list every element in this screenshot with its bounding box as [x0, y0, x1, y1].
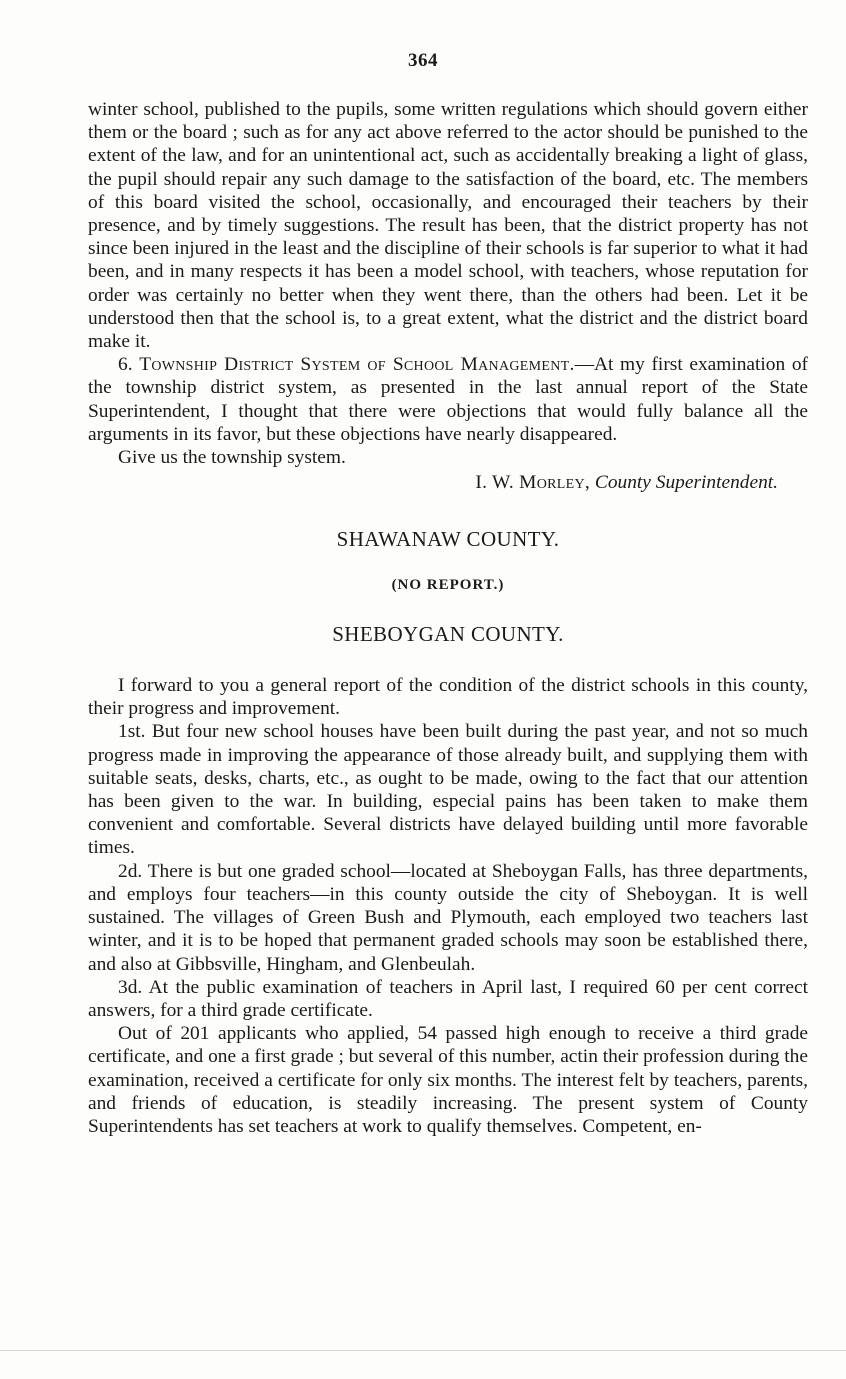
no-report-note: (NO REPORT.)	[391, 576, 505, 593]
section-6-text: —At my first examination of the township district system, as presented in the last annual report of the State Superintendent, I thought that there were objections that would fully balance all the arguments in its favor, but these objections have nearly disappeared.	[88, 354, 808, 445]
sheboygan-intro: I forward to you a general report of the condition of the district schools in this county, their progress and improvement.	[88, 675, 808, 720]
sheboygan-paragraph-1st: 1st. But four new school houses have been built during the past year, and not so much progress made in improving the appearance of those already built, and supplying them with suitable seats, desks, charts, etc., as ought to be made, owing to the fact that our attention has been given to the war. In building, especial pains has been taken to make them convenient and comfortable. Several districts have delayed building until more favorable times.	[88, 721, 808, 859]
signature-name: I. W. Morley,	[475, 472, 591, 494]
page-number: 364	[408, 50, 438, 71]
page-body	[88, 98, 808, 1138]
signature-title: County Superintendent.	[594, 472, 778, 494]
section-6-paragraph	[88, 353, 808, 446]
closing-line: Give us the township system.	[118, 447, 346, 469]
bottom-rule	[0, 1350, 846, 1351]
sheboygan-paragraph-2d: 2d. There is but one graded school—located at Sheboygan Falls, has three departments, and employs four teachers—in this county outside the city of Sheboygan. It is well sustained. The villages of Green Bush and Plymouth, each employed two teachers last winter, and it is to be hoped that permanent graded schools may soon be established there, and also at Gibbsville, Hingham, and Glenbeulah.	[88, 860, 808, 975]
shawanaw-county-heading: SHAWANAW COUNTY.	[336, 527, 560, 552]
sheboygan-paragraph-applicants: Out of 201 applicants who applied, 54 passed high enough to receive a third grade certificate, and one a first grade ; but several of this number, actin their profession during the examination, received a certificate for only six months. The interest felt by teachers, parents, and friends of education, is steadily increasing. The present system of County Superintendents has set teachers at work to qualify themselves. Competent, en-	[88, 1023, 808, 1137]
signature	[88, 471, 778, 494]
sheboygan-county-heading: SHEBOYGAN COUNTY.	[332, 621, 564, 646]
section-6-number: 6.	[118, 354, 133, 376]
section-6-title: Township District System of School Management.	[139, 354, 575, 376]
paragraph-continued: winter school, published to the pupils, some written regulations which should govern either them or the board ; such as for any act above referred to the actor should be punished to the extent of the law, and for an unintentional act, such as accidentally breaking a light of glass, the pupil should repair any such damage to the satisfaction of the board, etc. The members of this board visited the school, occasionally, and encouraged their teachers by their presence, and by timely suggestions. The result has been, that the district property has not since been injured in the least and the discipline of their schools is far superior to what it had been, and in many respects it has been a model school, with teachers, whose reputation for order was certainly no better when they went there, than the others had been. Let it be understood then that the school is, to a great extent, what the district and the district board make it.	[88, 99, 808, 353]
sheboygan-paragraph-3d: 3d. At the public examination of teachers in April last, I required 60 per cent correct answers, for a third grade certificate.	[88, 976, 808, 1021]
